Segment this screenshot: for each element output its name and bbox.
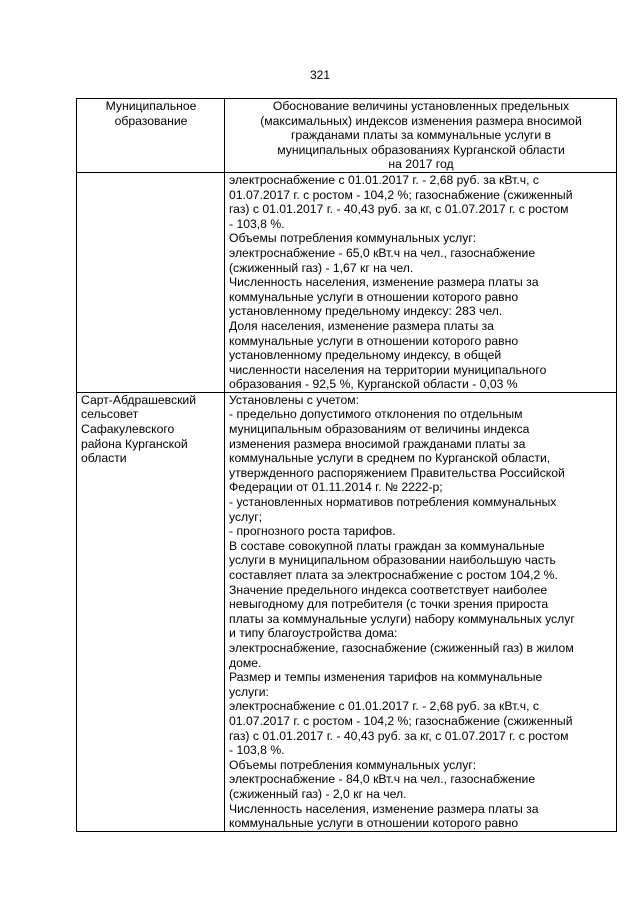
text-line: коммунальные услуги в среднем по Курганской области,: [229, 451, 551, 466]
text-line: муниципальным образованиям от величины индекса: [229, 422, 530, 437]
text-line: - 103,8 %.: [229, 216, 285, 231]
justification-cell: [225, 392, 617, 831]
text-line: Установлены с учетом:: [229, 392, 359, 407]
tariff-index-table: [76, 98, 617, 832]
municipality-line: района Курганской: [81, 436, 188, 451]
header-municipality: [77, 99, 225, 173]
text-line: услуги в муниципальном образовании наибольшую часть: [229, 553, 556, 568]
municipality-line: области: [81, 451, 127, 466]
text-line: газ) с 01.01.2017 г. - 40,43 руб. за кг, с 01.07.2017 г. с ростом: [229, 728, 569, 743]
text-line: Федерации от 01.11.2014 г. № 2222-р;: [229, 480, 443, 495]
text-line: 01.07.2017 г. с ростом - 104,2 %; газоснабжение (сжиженный: [229, 713, 573, 728]
text-line: Размер и темпы изменения тарифов на коммунальные: [229, 670, 543, 685]
text-line: Объемы потребления коммунальных услуг:: [229, 757, 477, 772]
text-line: электроснабжение - 84,0 кВт.ч на чел., газоснабжение: [229, 772, 536, 787]
text-line: численности населения на территории муниципального: [229, 362, 547, 377]
text-line: электроснабжение - 65,0 кВт.ч на чел., газоснабжение: [229, 245, 536, 260]
text-line: В составе совокупной платы граждан за коммунальные: [229, 538, 545, 553]
text-line: коммунальные услуги в отношении которого равно: [229, 289, 519, 304]
text-line: Доля населения, изменение размера платы за: [229, 318, 494, 333]
text-line: Численность населения, изменение размера платы за: [229, 275, 539, 290]
text-line: услуги:: [229, 684, 269, 699]
text-line: (сжиженный газ) - 1,67 кг на чел.: [229, 260, 414, 275]
table-row: [77, 172, 617, 392]
text-line: платы за коммунальные услуги) набору коммунальных услуг: [229, 611, 575, 626]
text-line: и типу благоустройства дома:: [229, 626, 398, 641]
text-line: коммунальные услуги в отношении которого равно: [229, 816, 519, 831]
text-line: Численность населения, изменение размера платы за: [229, 801, 539, 816]
text-line: - 103,8 %.: [229, 743, 285, 758]
header-municipality-line: Муниципальное: [105, 99, 197, 113]
page-number: 321: [309, 68, 331, 82]
text-line: Значение предельного индекса соответствует наиболее: [229, 582, 548, 597]
municipality-cell: [77, 172, 225, 392]
text-line: изменения размера вносимой гражданами платы за: [229, 436, 526, 451]
table-row: [77, 392, 617, 831]
header-justification-line: гражданами платы за коммунальные услуги в: [290, 128, 552, 143]
header-justification-line: на 2017 год: [388, 157, 454, 172]
text-line: электроснабжение, газоснабжение (сжиженный газ) в жилом: [229, 640, 574, 655]
municipality-line: Сафакулевского: [81, 422, 175, 437]
text-line: электроснабжение с 01.01.2017 г. - 2,68 руб. за кВт.ч, с: [229, 699, 539, 714]
text-line: услуг;: [229, 509, 263, 524]
text-line: установленному предельному индексу, в общей: [229, 348, 502, 363]
text-line: коммунальные услуги в отношении которого равно: [229, 333, 519, 348]
justification-cell: [225, 172, 617, 392]
municipality-line: сельсовет: [81, 407, 139, 422]
text-line: 01.07.2017 г. с ростом - 104,2 %; газоснабжение (сжиженный: [229, 187, 573, 202]
header-municipality-line: образование: [114, 113, 188, 128]
header-justification-line: муниципальных образованиях Курганской области: [277, 142, 565, 157]
text-line: невыгодному для потребителя (с точки зрения прироста: [229, 597, 549, 612]
text-line: - установленных нормативов потребления коммунальных: [229, 495, 557, 510]
municipality-line: Сарт-Абдрашевский: [81, 392, 197, 407]
text-line: - прогнозного роста тарифов.: [229, 524, 396, 539]
table-header-row: [77, 99, 617, 173]
municipality-cell: [77, 392, 225, 831]
text-line: установленному предельному индексу: 283 чел.: [229, 304, 503, 319]
text-line: составляет плата за электроснабжение с ростом 104,2 %.: [229, 568, 558, 582]
header-justification: [225, 99, 617, 173]
text-line: - предельно допустимого отклонения по отдельным: [229, 407, 523, 422]
text-line: (сжиженный газ) - 2,0 кг на чел.: [229, 786, 407, 801]
header-justification-line: Обоснование величины установленных предельных: [272, 99, 570, 113]
text-line: Объемы потребления коммунальных услуг:: [229, 231, 477, 246]
text-line: электроснабжение с 01.01.2017 г. - 2,68 руб. за кВт.ч, с: [229, 172, 539, 187]
header-justification-line: (максимальных) индексов изменения размера вносимой: [260, 113, 582, 128]
text-line: доме.: [229, 655, 262, 670]
text-line: газ) с 01.01.2017 г. - 40,43 руб. за кг, с 01.07.2017 г. с ростом: [229, 202, 569, 217]
text-line: утвержденного распоряжением Правительства Российской: [229, 465, 565, 480]
text-line: образования - 92,5 %, Курганской области - 0,03 %: [229, 377, 518, 392]
